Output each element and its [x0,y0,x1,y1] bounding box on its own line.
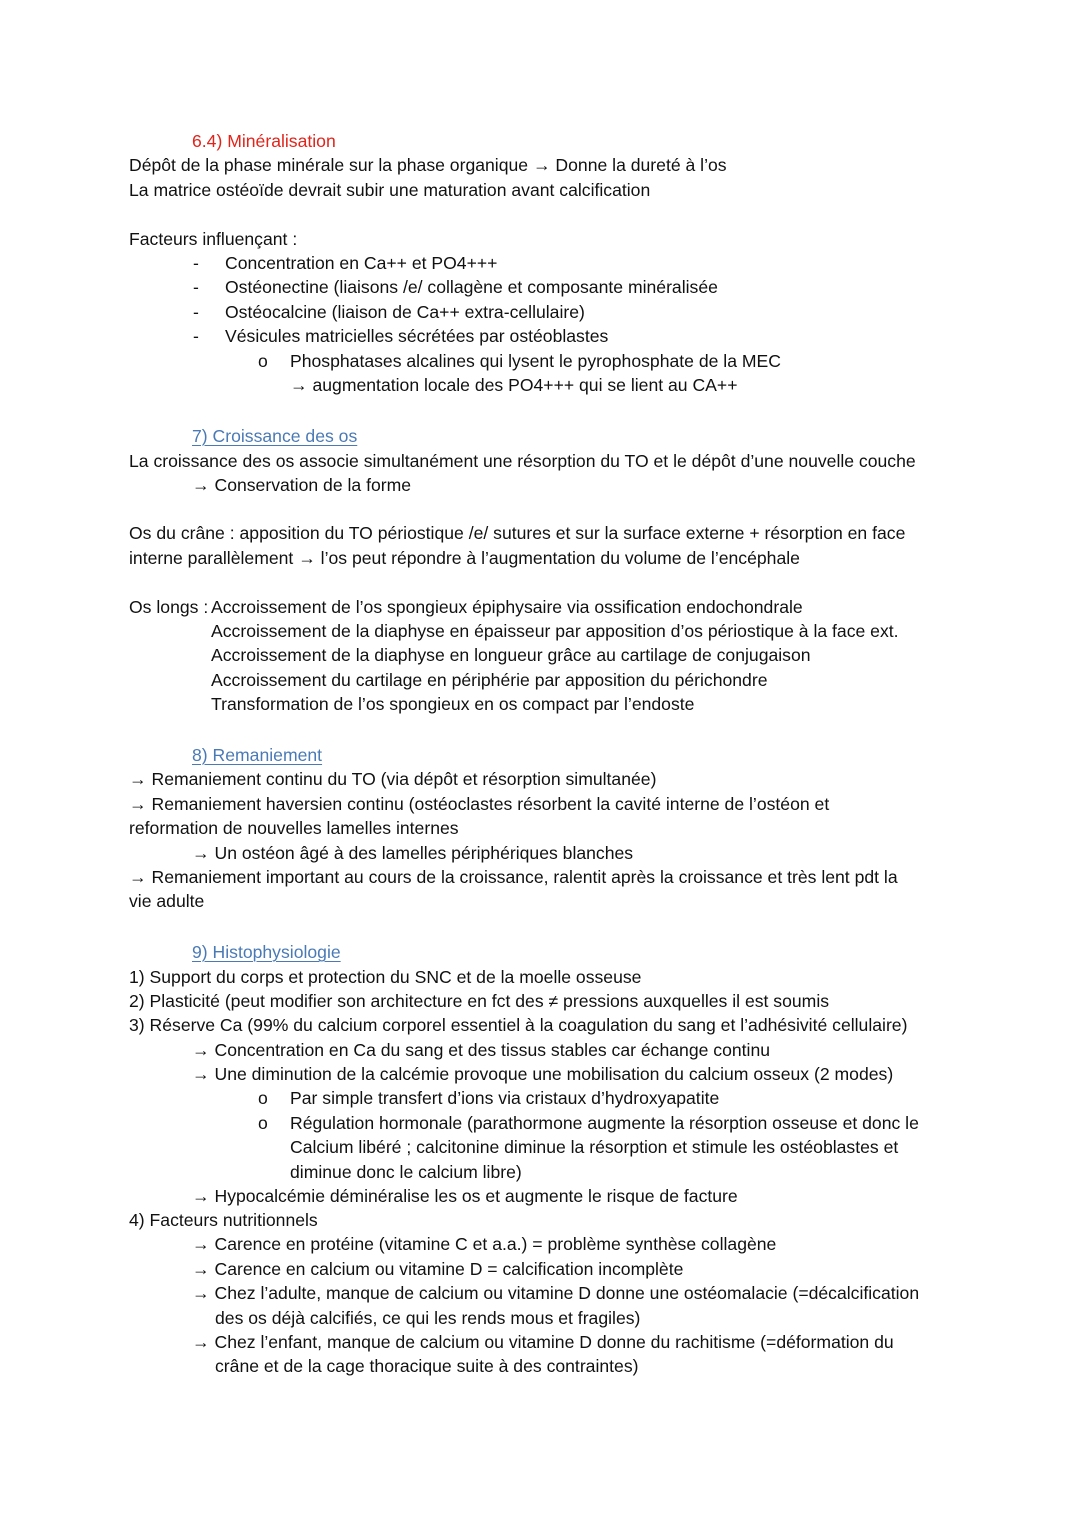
bullet-dash: - [193,326,199,346]
sub-bullet-item: Par simple transfert d’ions via cristaux d’hydroxyapatite [290,1088,720,1108]
arrow-line: → Remaniement important au cours de la croissance, ralentit après la croissance et très lent pdt la [129,867,898,887]
bullet-item: Concentration en Ca++ et PO4+++ [225,253,498,273]
sub-bullet-circle: o [258,1088,268,1108]
bullet-dash: - [193,277,199,297]
paragraph-line: interne parallèlement → l’os peut répondre à l’augmentation du volume de l’encéphale [129,548,800,568]
bullet-dash: - [193,253,199,273]
paragraph-line: crâne et de la cage thoracique suite à des contraintes) [215,1356,639,1376]
paragraph-line: La matrice ostéoïde devrait subir une maturation avant calcification [129,180,651,200]
paragraph-line: vie adulte [129,891,205,911]
numbered-item: 4) Facteurs nutritionnels [129,1210,318,1230]
bullet-item: Ostéocalcine (liaison de Ca++ extra-cellulaire) [225,302,585,322]
os-longs-item: Accroissement de la diaphyse en longueur grâce au cartilage de conjugaison [211,645,811,665]
os-longs-item: Accroissement de l’os spongieux épiphysaire via ossification endochondrale [211,597,803,617]
sub-bullet-circle: o [258,351,268,371]
arrow-line: → Hypocalcémie déminéralise les os et augmente le risque de facture [192,1186,738,1206]
arrow-line: → Carence en calcium ou vitamine D = calcification incomplète [192,1259,684,1279]
os-longs-item: Transformation de l’os spongieux en os compact par l’endoste [211,694,695,714]
factors-heading: Facteurs influençant : [129,229,298,249]
paragraph-line: La croissance des os associe simultanément une résorption du TO et le dépôt d’une nouvelle couche [129,451,916,471]
sub-bullet-item: Calcium libéré ; calcitonine diminue la résorption et stimule les ostéoblastes et [290,1137,899,1157]
numbered-item: 3) Réserve Ca (99% du calcium corporel essentiel à la coagulation du sang et l’adhésivité cellulaire) [129,1015,908,1035]
paragraph-line: Os du crâne : apposition du TO périostique /e/ sutures et sur la surface externe + résorption en face [129,523,906,543]
bullet-item: Vésicules matricielles sécrétées par ostéoblastes [225,326,609,346]
paragraph-line: Dépôt de la phase minérale sur la phase organique → Donne la dureté à l’os [129,155,727,175]
numbered-item: 2) Plasticité (peut modifier son architecture en fct des ≠ pressions auxquelles il est soumis [129,991,830,1011]
paragraph-line: des os déjà calcifiés, ce qui les rends mous et fragiles) [215,1308,641,1328]
section-title-histophysiologie[interactable]: 9) Histophysiologie [192,942,341,962]
arrow-line: → Concentration en Ca du sang et des tissus stables car échange continu [192,1040,771,1060]
arrow-line: → Carence en protéine (vitamine C et a.a.) = problème synthèse collagène [192,1234,777,1254]
section-title-remaniement[interactable]: 8) Remaniement [192,745,323,765]
sub-bullet-item: Phosphatases alcalines qui lysent le pyrophosphate de la MEC [290,351,781,371]
section-title-croissance[interactable]: 7) Croissance des os [192,426,358,446]
paragraph-line: reformation de nouvelles lamelles internes [129,818,459,838]
sub-bullet-arrow-line: → augmentation locale des PO4+++ qui se lient au CA++ [290,375,738,395]
os-longs-item: Accroissement de la diaphyse en épaisseur par apposition d’os périostique à la face ext. [211,621,899,641]
arrow-line: → Remaniement haversien continu (ostéoclastes résorbent la cavité interne de l’ostéon et [129,794,830,814]
arrow-line: → Chez l’adulte, manque de calcium ou vitamine D donne une ostéomalacie (=décalcification [192,1283,920,1303]
sub-bullet-circle: o [258,1113,268,1133]
bullet-dash: - [193,302,199,322]
sub-bullet-item: Régulation hormonale (parathormone augmente la résorption osseuse et donc le [290,1113,919,1133]
numbered-item: 1) Support du corps et protection du SNC et de la moelle osseuse [129,967,642,987]
arrow-line: → Remaniement continu du TO (via dépôt et résorption simultanée) [129,769,657,789]
arrow-line: → Conservation de la forme [192,475,412,495]
arrow-line: → Un ostéon âgé à des lamelles périphériques blanches [192,843,634,863]
bullet-item: Ostéonectine (liaisons /e/ collagène et composante minéralisée [225,277,718,297]
os-longs-item: Accroissement du cartilage en périphérie par apposition du périchondre [211,670,768,690]
sub-bullet-item: diminue donc le calcium libre) [290,1162,522,1182]
arrow-line: → Une diminution de la calcémie provoque une mobilisation du calcium osseux (2 modes) [192,1064,894,1084]
arrow-line: → Chez l’enfant, manque de calcium ou vitamine D donne du rachitisme (=déformation du [192,1332,894,1352]
os-longs-label: Os longs : [129,597,209,617]
section-title-mineralisation: 6.4) Minéralisation [192,131,336,151]
